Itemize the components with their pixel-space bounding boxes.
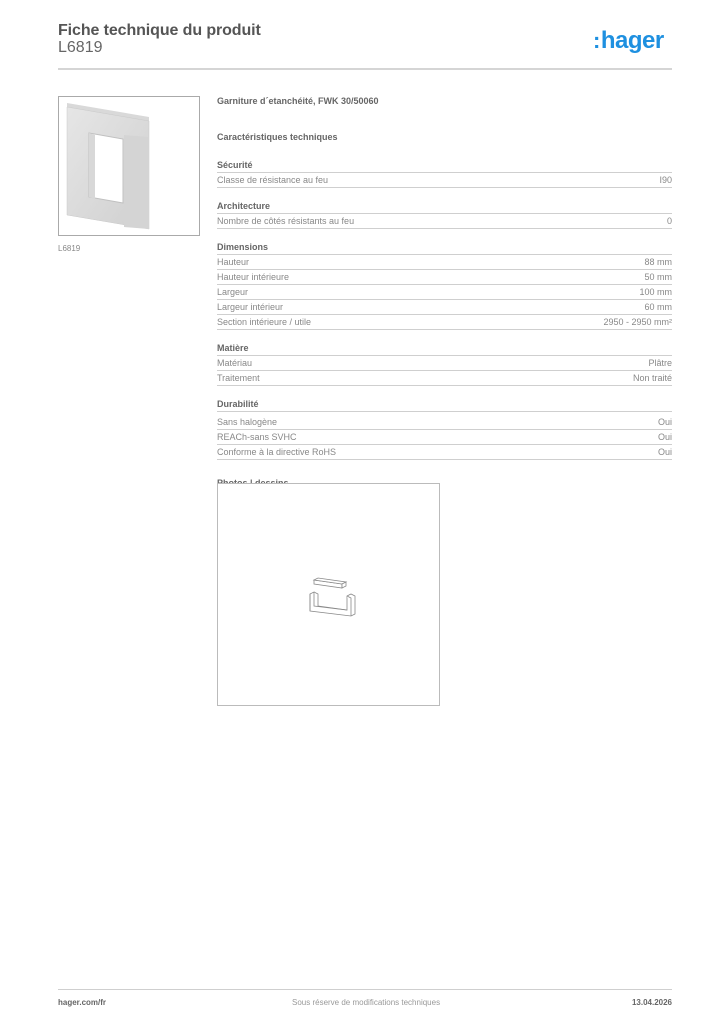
- spec-label: Traitement: [217, 373, 260, 383]
- section-title: Caractéristiques techniques: [217, 132, 338, 142]
- logo-colon: :: [593, 28, 600, 53]
- spec-value: I90: [659, 175, 672, 185]
- product-code: L6819: [58, 39, 103, 56]
- page-title: Fiche technique du produit: [58, 22, 261, 39]
- specifications: [217, 96, 672, 489]
- header-divider: [58, 68, 672, 70]
- spec-row: [217, 285, 672, 300]
- spec-label: Largeur: [217, 287, 249, 297]
- line-drawing-icon: [218, 484, 439, 705]
- group-securite: [217, 159, 672, 188]
- spec-row: [217, 173, 672, 188]
- spec-value: Non traité: [632, 373, 672, 383]
- spec-row: [217, 371, 672, 386]
- group-title: Durabilité: [217, 398, 672, 412]
- spec-value: 60 mm: [644, 302, 672, 312]
- group-dimensions: [217, 241, 672, 330]
- spec-value: Plâtre: [648, 358, 672, 368]
- product-image-caption: L6819: [58, 244, 81, 253]
- spec-label: Matériau: [217, 358, 253, 368]
- spec-value: 88 mm: [644, 257, 672, 267]
- spec-row: [217, 415, 672, 430]
- footer-disclaimer: Sous réserve de modifications techniques: [292, 998, 441, 1007]
- group-durabilite: [217, 398, 672, 460]
- spec-value: Oui: [657, 432, 672, 442]
- group-title: Architecture: [217, 200, 672, 214]
- spec-label: Hauteur: [217, 257, 250, 267]
- group-title: Matière: [217, 342, 672, 356]
- spec-label: Conforme à la directive RoHS: [217, 447, 337, 457]
- spec-label: Section intérieure / utile: [217, 317, 312, 327]
- spec-row: [217, 315, 672, 330]
- spec-label: Classe de résistance au feu: [217, 175, 329, 185]
- group-matiere: [217, 342, 672, 386]
- spec-value: Oui: [657, 447, 672, 457]
- spec-label: Hauteur intérieure: [217, 272, 290, 282]
- spec-row: [217, 300, 672, 315]
- spec-label: Sans halogène: [217, 417, 278, 427]
- product-photo-icon: [59, 97, 199, 235]
- spec-row: [217, 270, 672, 285]
- spec-value: 50 mm: [644, 272, 672, 282]
- spec-row: [217, 430, 672, 445]
- product-name: Garniture d´etanchéité, FWK 30/50060: [217, 96, 379, 106]
- spec-row: [217, 255, 672, 270]
- logo-text: hager: [600, 27, 664, 54]
- spec-label: Largeur intérieur: [217, 302, 284, 312]
- footer-date: 13.04.2026: [631, 998, 672, 1007]
- footer-website-link[interactable]: hager.com/fr: [58, 998, 107, 1007]
- spec-row: [217, 356, 672, 371]
- group-title: Dimensions: [217, 241, 672, 255]
- spec-row: [217, 445, 672, 460]
- hager-logo: [593, 27, 664, 55]
- spec-value: 0: [666, 216, 672, 226]
- spec-label: Nombre de côtés résistants au feu: [217, 216, 355, 226]
- spec-value: Oui: [657, 417, 672, 427]
- group-architecture: [217, 200, 672, 229]
- spec-value: 100 mm: [639, 287, 672, 297]
- spec-row: [217, 214, 672, 229]
- group-title: Sécurité: [217, 159, 672, 173]
- product-image: [58, 96, 200, 236]
- spec-label: REACh-sans SVHC: [217, 432, 297, 442]
- footer-divider: [58, 989, 672, 990]
- drawing-frame: [217, 483, 440, 706]
- spec-value: 2950 - 2950 mm²: [603, 317, 672, 327]
